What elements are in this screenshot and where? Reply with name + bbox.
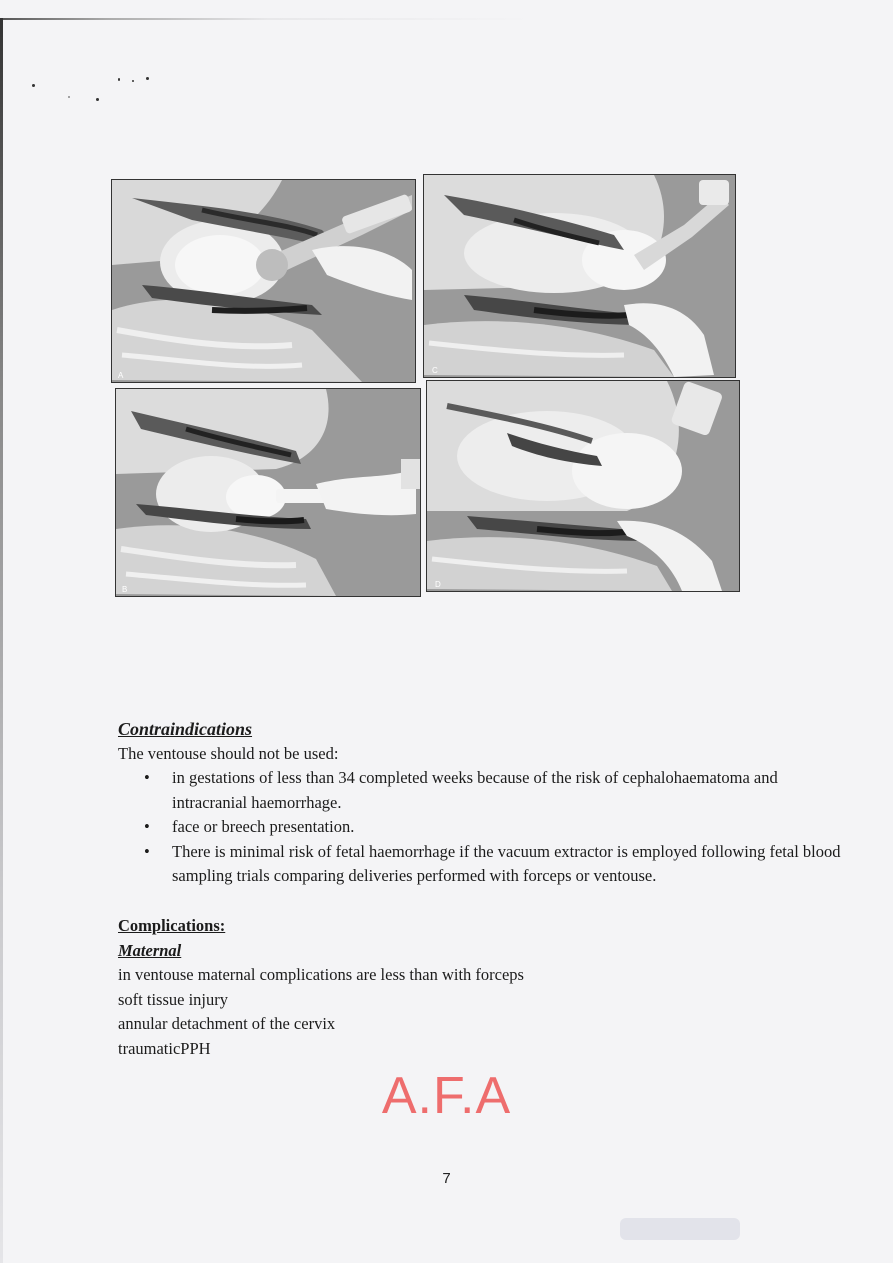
panel-a-illustration [112, 180, 415, 382]
page-edge-top [0, 18, 893, 20]
figure-panel-c [423, 174, 736, 378]
complication-line: traumaticPPH [118, 1038, 211, 1058]
maternal-subheading: Maternal [118, 940, 182, 960]
panel-c-illustration [424, 175, 735, 377]
complication-line: soft tissue injury [118, 989, 228, 1009]
figure-panel-a [111, 179, 416, 383]
panel-c-label: C [432, 366, 438, 375]
figure-panel-d [426, 380, 740, 592]
panel-a-label: A [118, 371, 124, 380]
contraindications-intro: The ventouse should not be used: [118, 743, 339, 763]
watermark: A.F.A [381, 1067, 512, 1125]
contraindications-section [118, 717, 848, 889]
list-item: • There is minimal risk of fetal haemorrhage if the vacuum extractor is employed following fetal blood sampling trials comparing deliveries performed with forceps or ventouse. [118, 840, 848, 889]
scan-smudge [620, 1218, 740, 1240]
complication-line: in ventouse maternal complications are less than with forceps [118, 965, 524, 984]
panel-d-label: D [435, 580, 441, 589]
figure-panel-b [115, 388, 421, 597]
list-item: • face or breech presentation. [118, 815, 848, 840]
panel-d-illustration [427, 381, 739, 591]
list-item: • in gestations of less than 34 completed weeks because of the risk of cephalohaematoma and intracranial haemorrhage. [118, 766, 848, 815]
panel-b-label: B [122, 585, 128, 594]
complications-section [118, 914, 848, 1061]
page-number: 7 [442, 1170, 451, 1187]
contraindications-list [118, 766, 848, 889]
contraindications-heading: Contraindications [118, 719, 253, 739]
complication-line: annular detachment of the cervix [118, 1014, 336, 1033]
complications-heading: Complications: [118, 916, 226, 935]
panel-b-illustration [116, 389, 420, 596]
